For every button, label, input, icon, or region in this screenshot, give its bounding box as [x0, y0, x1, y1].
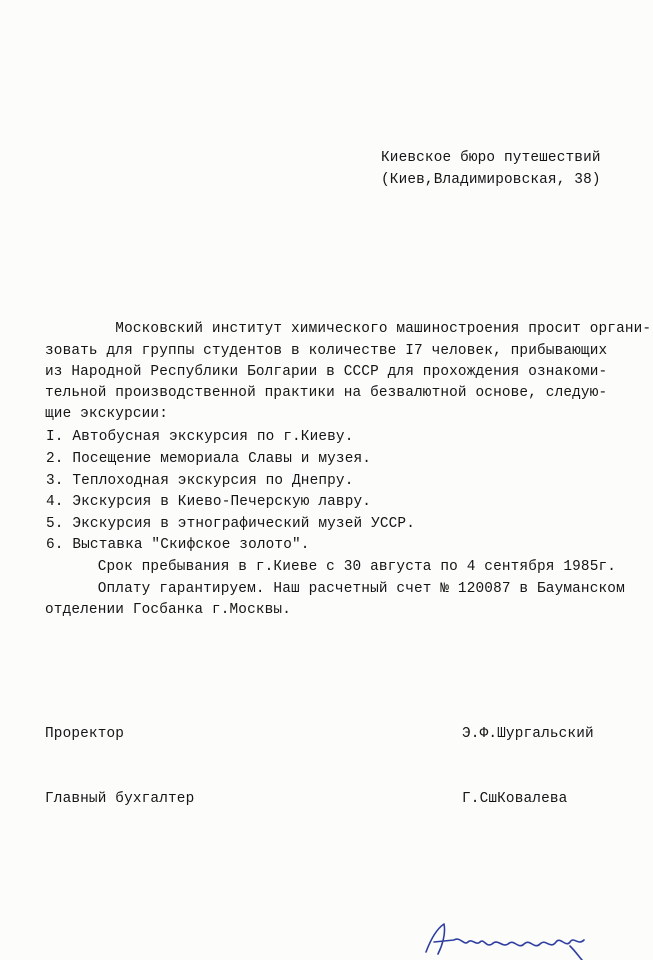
excursion-item: I. Автобусная экскурсия по г.Киеву.	[46, 429, 354, 445]
signature-name-prorector: Э.Ф.Шургальский	[462, 726, 594, 742]
body-line: из Народной Республики Болгарии в СССР для прохождения ознакоми-	[45, 364, 608, 380]
excursion-item: 6. Выставка "Скифское золото".	[46, 537, 310, 553]
body-line: щие экскурсии:	[45, 406, 169, 422]
signature-role-prorector: Проректор	[45, 726, 125, 742]
signature-role-accountant: Главный бухгалтер	[45, 791, 195, 807]
body-line: тельной производственной практики на безвалютной основе, следую-	[45, 385, 608, 401]
payment-line: Оплату гарантируем. Наш расчетный счет № 120087 в Бауманском	[45, 581, 625, 597]
addressee-name: Киевское бюро путешествий	[381, 150, 601, 166]
excursion-item: 2. Посещение мемориала Славы и музея.	[46, 451, 372, 467]
body-line: Московский институт химического машиностроения просит органи-	[45, 321, 652, 337]
stay-dates: Срок пребывания в г.Киеве с 30 августа по 4 сентября 1985г.	[45, 559, 617, 575]
addressee-address: (Киев,Владимировская, 38)	[381, 172, 601, 188]
excursion-item: 3. Теплоходная экскурсия по Днепру.	[46, 473, 354, 489]
excursion-item: 4. Экскурсия в Киево-Печерскую лавру.	[46, 494, 372, 510]
payment-line: отделении Госбанка г.Москвы.	[45, 602, 292, 618]
signature-name-accountant: Г.СшКовалева	[462, 791, 568, 807]
body-line: зовать для группы студентов в количестве I7 человек, прибывающих	[45, 343, 608, 359]
excursion-item: 5. Экскурсия в этнографический музей УССР.	[46, 516, 416, 532]
handwritten-note	[420, 916, 600, 960]
